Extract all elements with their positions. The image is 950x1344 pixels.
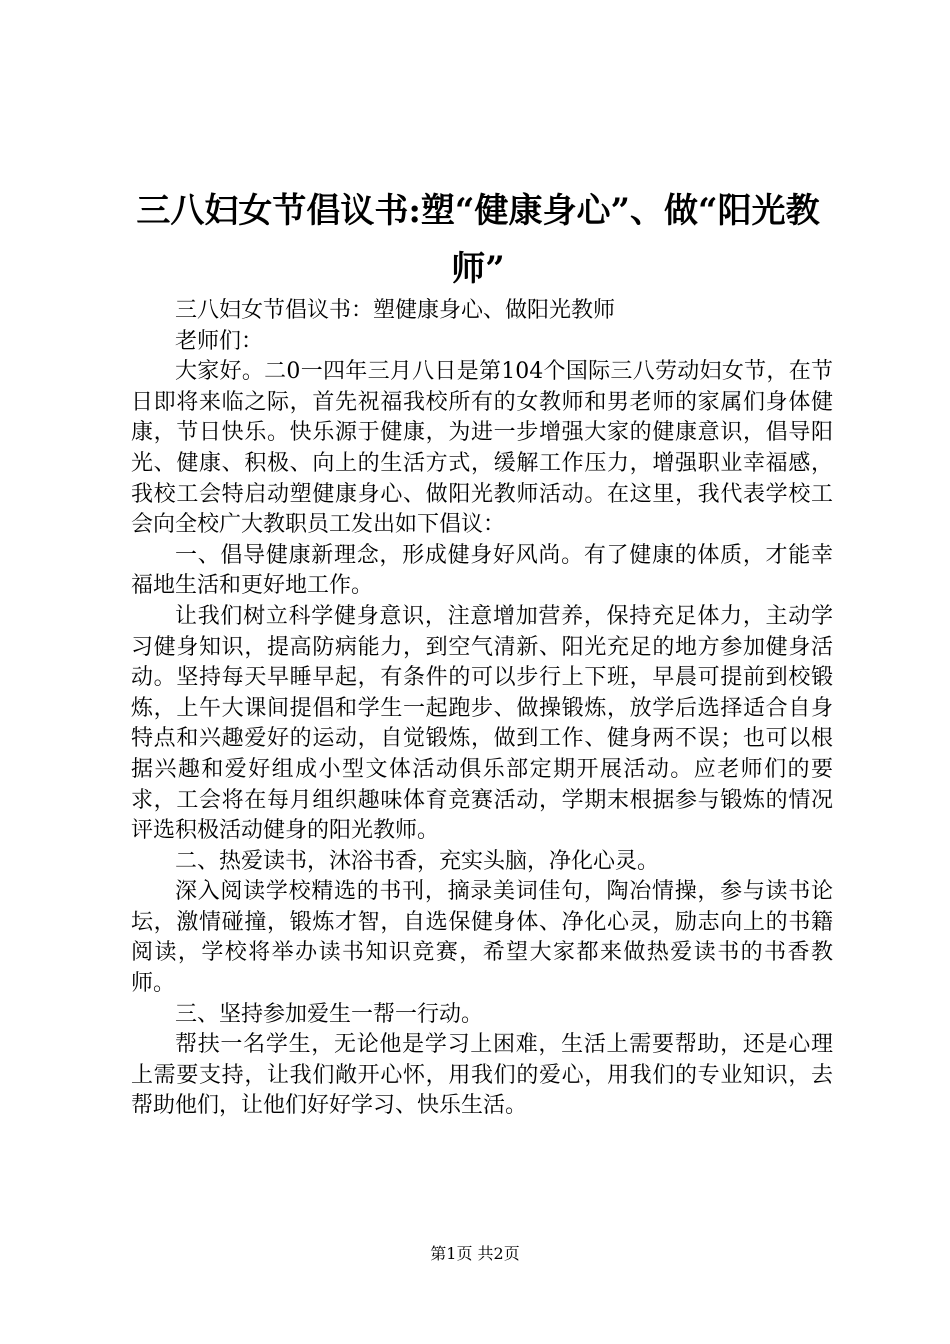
paragraph-salutation: 老师们：	[175, 328, 264, 354]
paragraph-point-one: 一、倡导健康新理念，形成健身好风尚。有了健康的体质，才能幸福地生活和更好地工作。	[131, 542, 833, 599]
paragraph-point-one-detail: 让我们树立科学健身意识，注意增加营养，保持充足体力，主动学习健身知识，提高防病能力，到空气清新、阳光充足的地方参加健身活动。坚持每天早睡早起，有条件的可以步行上下班，早晨可提前到校锻炼，上午大课间提倡和学生一起跑步、做操锻炼，放学后选择适合自身特点和兴趣爱好的运动，自觉锻炼，做到工作、健身两不误；也可以根据兴趣和爱好组成小型文体活动俱乐部定期开展活动。应老师们的要求，工会将在每月组织趣味体育竞赛活动，学期末根据参与锻炼的情况评选积极活动健身的阳光教师。	[131, 603, 833, 844]
document-body	[131, 296, 833, 1122]
paragraph-intro: 大家好。二0一四年三月八日是第104个国际三八劳动妇女节，在节日即将来临之际，首先祝福我校所有的女教师和男老师的家属们身体健康，节日快乐。快乐源于健康，为进一步增强大家的健康意识，倡导阳光、健康、积极、向上的生活方式，缓解工作压力，增强职业幸福感，我校工会特启动塑健康身心、做阳光教师活动。在这里，我代表学校工会向全校广大教职员工发出如下倡议：	[131, 359, 833, 538]
page-number-footer: 第1页 共2页	[430, 1244, 520, 1263]
paragraph-point-three: 三、坚持参加爱生一帮一行动。	[175, 1001, 484, 1027]
paragraph-point-two-detail: 深入阅读学校精选的书刊，摘录美词佳句，陶冶情操，参与读书论坛，激情碰撞，锻炼才智，自选保健身体、净化心灵，励志向上的书籍阅读，学校将举办读书知识竞赛，希望大家都来做热爱读书的书香教师。	[131, 879, 833, 997]
document-title: 三八妇女节倡议书:塑“健康身心”、做“阳光教师”	[136, 191, 820, 289]
paragraph-point-two: 二、热爱读书，沐浴书香，充实头脑，净化心灵。	[175, 848, 660, 874]
paragraph-point-three-detail: 帮扶一名学生，无论他是学习上困难，生活上需要帮助，还是心理上需要支持，让我们敞开心怀，用我们的爱心，用我们的专业知识，去帮助他们，让他们好好学习、快乐生活。	[131, 1032, 833, 1119]
paragraph-subtitle: 三八妇女节倡议书：塑健康身心、做阳光教师	[175, 298, 616, 323]
